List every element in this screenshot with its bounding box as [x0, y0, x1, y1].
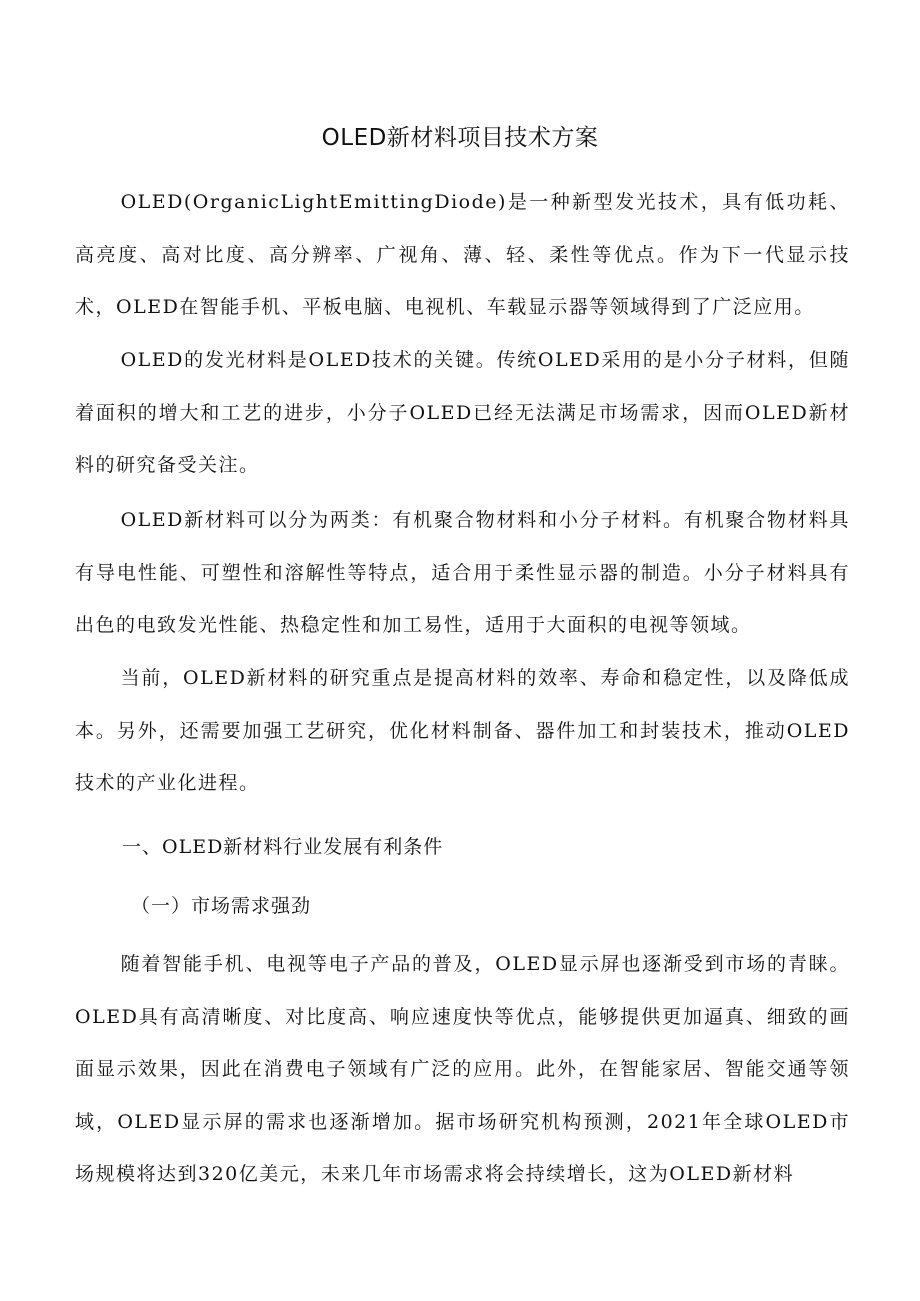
- paragraph-market-demand: 随着智能手机、电视等电子产品的普及，OLED显示屏也逐渐受到市场的青睐。OLED具有高清晰度、对比度高、响应速度快等优点，能够提供更加逼真、细致的画面显示效果，因此在消费电子领域有广泛的应用。此外，在智能家居、智能交通等领域，OLED显示屏的需求也逐渐增加。据市场研究机构预测，2021年全球OLED市场规模将达到320亿美元，未来几年市场需求将会持续增长，这为OLED新材料: [75, 953, 850, 1186]
- subsection-heading: （一）市场需求强劲: [131, 895, 312, 917]
- paragraph-intro: OLED(OrganicLightEmittingDiode)是一种新型发光技术，具有低功耗、高亮度、高对比度、高分辨率、广视角、薄、轻、柔性等优点。作为下一代显示技术，OLED在智能手机、平板电脑、电视机、车载显示器等领域得到了广泛应用。: [75, 191, 850, 319]
- paragraph-research-focus: 当前，OLED新材料的研究重点是提高材料的效率、寿命和稳定性，以及降低成本。另外，还需要加强工艺研究，优化材料制备、器件加工和封装技术，推动OLED技术的产业化进程。: [75, 667, 850, 795]
- section-heading: 一、OLED新材料行业发展有利条件: [122, 836, 444, 858]
- document-title: OLED新材料项目技术方案: [321, 125, 599, 151]
- paragraph-emitting-materials: OLED的发光材料是OLED技术的关键。传统OLED采用的是小分子材料，但随着面积的增大和工艺的进步，小分子OLED已经无法满足市场需求，因而OLED新材料的研究备受关注。: [75, 349, 850, 477]
- paragraph-material-types: OLED新材料可以分为两类：有机聚合物材料和小分子材料。有机聚合物材料具有导电性能、可塑性和溶解性等特点，适合用于柔性显示器的制造。小分子材料具有出色的电致发光性能、热稳定性和加工易性，适用于大面积的电视等领域。: [75, 509, 850, 637]
